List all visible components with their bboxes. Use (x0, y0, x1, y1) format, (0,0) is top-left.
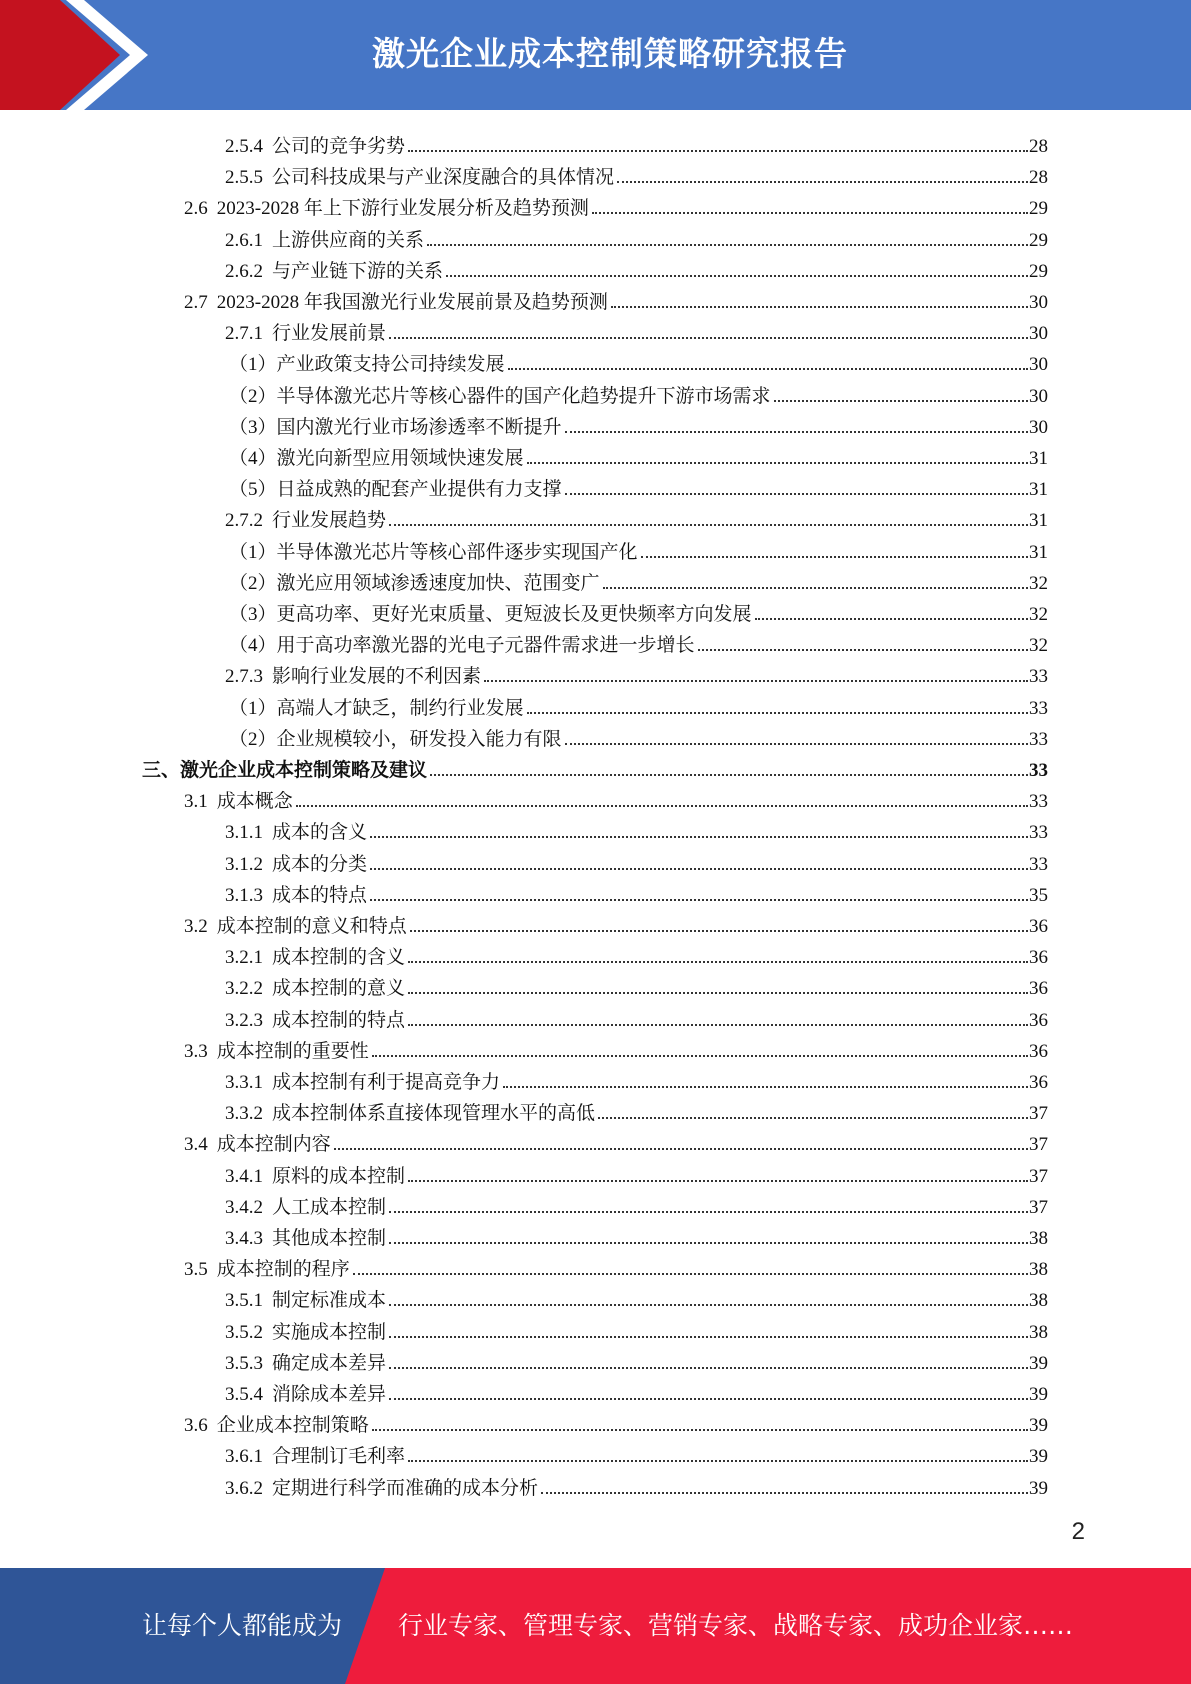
toc-entry[interactable] (225, 221, 1048, 252)
toc-entry-title: 企业成本控制策略 (216, 1415, 369, 1437)
toc-dot-leader (592, 212, 1028, 214)
toc-dot-leader (527, 712, 1028, 714)
toc-entry-number: 3.4.2 (225, 1196, 263, 1218)
toc-entry-label (225, 1067, 502, 1094)
toc-entry-title: 人工成本控制 (272, 1196, 387, 1218)
page-number: 2 (1071, 1518, 1085, 1545)
toc-dot-leader (617, 181, 1028, 183)
toc-entry[interactable] (229, 595, 1048, 626)
toc-entry[interactable] (225, 1188, 1048, 1219)
toc-entry[interactable] (225, 1219, 1048, 1250)
toc-entry[interactable] (184, 283, 1048, 314)
toc-entry-number: 3.6.2 (225, 1477, 263, 1499)
toc-entry-title: 成本控制的重要性 (216, 1040, 369, 1062)
toc-entry-number: （2） (229, 385, 277, 407)
toc-entry-page: 33 (1029, 760, 1048, 781)
toc-entry-label (225, 1379, 388, 1406)
toc-dot-leader (370, 899, 1028, 901)
toc-entry-title: 成本控制有利于提高竞争力 (272, 1072, 501, 1093)
toc-entry-number: 3.1.1 (225, 822, 263, 844)
toc-entry[interactable] (225, 1157, 1048, 1188)
toc-entry-page: 36 (1029, 978, 1048, 1000)
toc-entry-title: 成本控制的含义 (272, 947, 406, 969)
toc-dot-leader (372, 1429, 1028, 1431)
toc-entry-title: 成本控制的特点 (272, 1009, 406, 1031)
toc-entry-number: 3.5.1 (225, 1290, 263, 1312)
toc-entry-label (229, 568, 602, 595)
toc-entry[interactable] (225, 1469, 1048, 1500)
toc-entry-number: 3.4 (184, 1134, 208, 1156)
toc-entry-page: 36 (1029, 1040, 1048, 1062)
toc-entry[interactable] (184, 1406, 1048, 1437)
toc-entry[interactable] (229, 470, 1048, 501)
toc-entry-label (142, 755, 429, 782)
toc-entry-label (225, 1441, 407, 1468)
toc-entry-page: 35 (1029, 884, 1048, 906)
toc-dot-leader (774, 400, 1028, 402)
toc-entry-title: 成本控制的意义 (272, 978, 406, 1000)
toc-entry-number: 3.2.2 (225, 978, 263, 1000)
toc-entry-page: 29 (1029, 229, 1048, 251)
toc-entry-title: 激光应用领域渗透速度加快、范围变广 (276, 572, 600, 594)
toc-entry-number: 3.2 (184, 916, 208, 937)
toc-entry-page: 33 (1029, 697, 1048, 719)
toc-entry-label (229, 599, 754, 626)
toc-entry-page: 36 (1029, 916, 1048, 937)
toc-entry-number: 3.5.4 (225, 1384, 263, 1405)
toc-entry-number: 2.6.2 (225, 260, 263, 282)
toc-entry[interactable] (225, 1094, 1048, 1125)
toc-entry-title: 上游供应商的关系 (272, 229, 425, 251)
toc-dot-leader (389, 1336, 1028, 1338)
toc-entry[interactable] (225, 1281, 1048, 1312)
toc-entry-label (225, 505, 388, 532)
toc-dot-leader (389, 524, 1028, 526)
toc-entry-page: 36 (1029, 1009, 1048, 1031)
report-title: 激光企业成本控制策略研究报告 (372, 34, 848, 73)
toc-dot-leader (410, 930, 1028, 932)
toc-entry-label (225, 318, 388, 345)
toc-dot-leader (389, 1367, 1028, 1369)
toc-entry-label (225, 1348, 388, 1375)
toc-entry-page: 30 (1029, 354, 1048, 376)
toc-dot-leader (389, 1242, 1028, 1244)
toc-entry[interactable] (184, 1032, 1048, 1063)
toc-dot-leader (641, 556, 1028, 558)
toc-dot-leader (370, 836, 1028, 838)
toc-dot-leader (427, 244, 1028, 246)
toc-entry[interactable] (184, 189, 1048, 220)
toc-entry-page: 39 (1029, 1446, 1048, 1468)
footer-slogan-right: 行业专家、管理专家、营销专家、战略专家、成功企业家…… (398, 1611, 1074, 1640)
toc-entry-number: 3.5.3 (225, 1352, 263, 1374)
toc-dot-leader (389, 1304, 1028, 1306)
toc-entry-number: （2） (229, 572, 277, 594)
toc-entry-label (184, 1129, 333, 1156)
toc-entry-title: 公司科技成果与产业深度融合的具体情况 (272, 167, 615, 189)
toc-entry-label (229, 724, 564, 751)
toc-entry-title: 与产业链下游的关系 (272, 260, 444, 282)
toc-entry[interactable] (229, 345, 1048, 376)
toc-entry-label (225, 817, 369, 844)
toc-entry-number: 3.3 (184, 1040, 208, 1062)
toc-entry-title: 半导体激光芯片等核心部件逐步实现国产化 (276, 541, 638, 563)
toc-entry[interactable] (184, 782, 1048, 813)
toc-entry-label (184, 911, 409, 938)
toc-entry-number: 2.6.1 (225, 229, 263, 251)
toc-entry-label (229, 412, 564, 439)
toc-entry-title: 激光企业成本控制策略及建议 (180, 760, 428, 781)
toc-entry-title: 原料的成本控制 (272, 1165, 406, 1187)
toc-entry-number: 2.7 (184, 292, 208, 313)
toc-entry[interactable] (229, 439, 1048, 470)
toc-entry-number: （4） (229, 448, 277, 469)
toc-dot-leader (408, 1460, 1028, 1462)
toc-entry-page: 33 (1029, 728, 1048, 750)
toc-entry-label (225, 256, 445, 283)
toc-entry-title: 定期进行科学而准确的成本分析 (272, 1477, 539, 1499)
toc-entry-title: 企业规模较小，研发投入能力有限 (276, 728, 562, 750)
toc-entry-label (229, 349, 507, 376)
page-header (0, 0, 1191, 110)
toc-entry-page: 29 (1029, 198, 1048, 220)
toc-dot-leader (603, 587, 1028, 589)
toc-entry-number: 2.7.2 (225, 510, 263, 532)
toc-entry-page: 39 (1029, 1384, 1048, 1405)
toc-entry-label (225, 973, 407, 1000)
toc-entry-title: 激光向新型应用领域快速发展 (276, 448, 524, 469)
toc-entry-label (184, 1254, 352, 1281)
toc-dot-leader (408, 961, 1028, 963)
toc-entry-number: 3.6 (184, 1415, 208, 1437)
toc-entry-page: 33 (1029, 666, 1048, 688)
toc-dot-leader (503, 1086, 1028, 1088)
toc-entry-page: 30 (1029, 416, 1048, 438)
toc-entry-number: 3.1.3 (225, 884, 263, 906)
toc-entry-page: 39 (1029, 1477, 1048, 1499)
toc-entry-page: 36 (1029, 1072, 1048, 1093)
toc-entry[interactable] (229, 564, 1048, 595)
toc-dot-leader (611, 306, 1028, 308)
toc-entry-number: （1） (229, 354, 277, 376)
toc-dot-leader (389, 337, 1028, 339)
toc-dot-leader (527, 462, 1028, 464)
toc-dot-leader (389, 1211, 1028, 1213)
toc-entry-number: 3.1.2 (225, 853, 263, 875)
toc-entry-label (225, 1005, 407, 1032)
toc-entry-number: 3.4.3 (225, 1228, 263, 1249)
toc-entry[interactable] (229, 408, 1048, 439)
toc-entry-number: 3.2.1 (225, 947, 263, 969)
toc-entry-label (184, 1410, 371, 1437)
toc-entry[interactable] (225, 657, 1048, 688)
toc-entry-number: 三、 (142, 760, 181, 781)
toc-entry-title: 成本的含义 (272, 822, 368, 844)
toc-entry-number: 2.5.4 (225, 136, 263, 157)
toc-entry[interactable] (225, 1313, 1048, 1344)
toc-entry-number: 3.4.1 (225, 1165, 263, 1187)
toc-entry[interactable] (225, 127, 1048, 158)
toc-entry-number: 2.7.1 (225, 323, 263, 345)
toc-entry-page: 30 (1029, 385, 1048, 407)
toc-entry-page: 37 (1029, 1134, 1048, 1156)
toc-entry-title: 2023-2028 年上下游行业发展分析及趋势预测 (216, 198, 589, 220)
toc-entry-number: 3.3.2 (225, 1103, 263, 1125)
toc-entry-label (184, 193, 591, 220)
toc-entry-number: （3） (229, 416, 277, 438)
toc-entry-page: 30 (1029, 323, 1048, 345)
toc-entry-number: 2.5.5 (225, 167, 263, 189)
toc-entry[interactable] (225, 1344, 1048, 1375)
toc-entry[interactable] (225, 1437, 1048, 1468)
toc-dot-leader (370, 868, 1028, 870)
toc-entry-page: 39 (1029, 1352, 1048, 1374)
toc-entry-page: 33 (1029, 853, 1048, 875)
toc-entry-label (229, 693, 526, 720)
toc-entry-title: 公司的竞争劣势 (272, 136, 406, 157)
toc-entry-label (225, 131, 407, 158)
toc-entry[interactable] (225, 845, 1048, 876)
toc-entry-title: 合理制订毛利率 (272, 1446, 406, 1468)
toc-entry[interactable] (225, 813, 1048, 844)
toc-entry-title: 实施成本控制 (272, 1321, 387, 1343)
toc-entry-page: 29 (1029, 260, 1048, 282)
toc-entry-title: 成本控制的程序 (216, 1259, 350, 1281)
toc-entry[interactable] (229, 689, 1048, 720)
toc-entry[interactable] (184, 1125, 1048, 1156)
toc-entry-number: （4） (229, 635, 277, 657)
toc-entry-number: （3） (229, 604, 277, 625)
toc-entry-page: 38 (1029, 1290, 1048, 1312)
toc-entry-page: 31 (1029, 541, 1048, 563)
toc-entry[interactable] (225, 1063, 1048, 1094)
toc-dot-leader (446, 275, 1028, 277)
toc-entry-label (225, 1223, 388, 1250)
toc-entry-label (225, 1285, 388, 1312)
toc-entry-label (225, 661, 483, 688)
toc-entry-number: 2.7.3 (225, 666, 263, 688)
toc-dot-leader (389, 1398, 1028, 1400)
toc-dot-leader (408, 1024, 1028, 1026)
footer-slogan-left: 让每个人都能成为 (142, 1611, 343, 1640)
toc-entry[interactable] (225, 252, 1048, 283)
toc-dot-leader (598, 1117, 1028, 1119)
toc-dot-leader (565, 431, 1028, 433)
toc-entry-title: 制定标准成本 (272, 1290, 387, 1312)
toc-entry-number: （5） (229, 479, 277, 501)
toc-entry-page: 31 (1029, 448, 1048, 469)
toc-entry-page: 31 (1029, 510, 1048, 532)
toc-entry-title: 成本控制内容 (216, 1134, 331, 1156)
toc-entry-label (225, 1473, 540, 1500)
toc-dot-leader (565, 743, 1028, 745)
toc-entry-number: 3.1 (184, 791, 208, 813)
toc-entry-number: （1） (229, 697, 277, 719)
toc-dot-leader (484, 680, 1028, 682)
page-footer (0, 1568, 1191, 1684)
toc-dot-leader (353, 1273, 1028, 1275)
toc-dot-leader (408, 150, 1028, 152)
toc-dot-leader (698, 649, 1028, 651)
toc-entry-title: 国内激光行业市场渗透率不断提升 (276, 416, 562, 438)
toc-entry-number: （2） (229, 728, 277, 750)
toc-entry-title: 消除成本差异 (272, 1384, 387, 1405)
toc-entry-page: 38 (1029, 1228, 1048, 1249)
toc-entry-label (184, 786, 295, 813)
toc-entry-title: 产业政策支持公司持续发展 (276, 354, 505, 376)
toc-entry-number: 2.6 (184, 198, 208, 220)
toc-dot-leader (430, 774, 1028, 776)
toc-entry[interactable] (225, 501, 1048, 532)
toc-entry-title: 确定成本差异 (272, 1352, 387, 1374)
toc-entry-page: 39 (1029, 1415, 1048, 1437)
toc-entry[interactable] (225, 1001, 1048, 1032)
toc-entry-page: 30 (1029, 292, 1048, 313)
toc-entry-title: 成本控制的意义和特点 (216, 916, 407, 937)
toc-entry-page: 28 (1029, 167, 1048, 189)
toc-entry-label (225, 162, 616, 189)
toc-entry-page: 37 (1029, 1196, 1048, 1218)
toc-dot-leader (408, 992, 1028, 994)
toc-entry-page: 37 (1029, 1165, 1048, 1187)
toc-entry-title: 行业发展前景 (272, 323, 387, 345)
toc-entry-title: 日益成熟的配套产业提供有力支撑 (276, 479, 562, 501)
toc-entry[interactable] (184, 1250, 1048, 1281)
toc-dot-leader (372, 1055, 1028, 1057)
toc-entry[interactable] (142, 751, 1048, 782)
toc-entry-title: 更高功率、更好光束质量、更短波长及更快频率方向发展 (276, 604, 752, 625)
toc-entry-label (184, 287, 610, 314)
toc-entry-page: 32 (1029, 604, 1048, 625)
toc-dot-leader (565, 493, 1028, 495)
toc-entry-title: 影响行业发展的不利因素 (272, 666, 482, 688)
toc-entry-page: 33 (1029, 791, 1048, 813)
toc-entry[interactable] (225, 314, 1048, 345)
toc-entry-label (229, 630, 697, 657)
toc-entry-number: 3.5 (184, 1259, 208, 1281)
toc-entry[interactable] (229, 720, 1048, 751)
toc-entry[interactable] (229, 377, 1048, 408)
toc-dot-leader (408, 1180, 1028, 1182)
toc-entry-title: 成本控制体系直接体现管理水平的高低 (272, 1103, 596, 1125)
toc-entry-label (225, 1098, 597, 1125)
toc-entry-number: 3.5.2 (225, 1321, 263, 1343)
toc-entry[interactable] (225, 1375, 1048, 1406)
toc-entry-label (225, 1161, 407, 1188)
toc-entry-page: 28 (1029, 136, 1048, 157)
toc-entry-title: 成本的分类 (272, 853, 368, 875)
toc-entry-label (225, 1192, 388, 1219)
toc-entry-page: 37 (1029, 1103, 1048, 1125)
toc-entry-title: 其他成本控制 (272, 1228, 387, 1249)
toc-dot-leader (334, 1148, 1028, 1150)
toc-entry-label (225, 225, 426, 252)
toc-entry-number: （1） (229, 541, 277, 563)
toc-entry[interactable] (229, 626, 1048, 657)
toc-entry[interactable] (229, 533, 1048, 564)
toc-dot-leader (541, 1492, 1028, 1494)
toc-entry-label (184, 1036, 371, 1063)
toc-entry[interactable] (225, 969, 1048, 1000)
toc-dot-leader (296, 805, 1028, 807)
toc-entry-label (225, 1317, 388, 1344)
toc-entry-title: 2023-2028 年我国激光行业发展前景及趋势预测 (216, 292, 608, 313)
toc-entry-title: 成本概念 (216, 791, 293, 813)
toc-entry-label (225, 880, 369, 907)
toc-entry-label (225, 942, 407, 969)
toc-entry-label (229, 443, 526, 470)
toc-entry[interactable] (225, 158, 1048, 189)
toc-entry-label (229, 537, 640, 564)
toc-entry-title: 用于高功率激光器的光电子元器件需求进一步增长 (276, 635, 695, 657)
toc-entry-page: 33 (1029, 822, 1048, 844)
toc-entry-label (225, 849, 369, 876)
toc-entry-page: 31 (1029, 479, 1048, 501)
toc-entry-number: 3.6.1 (225, 1446, 263, 1468)
toc-dot-leader (755, 618, 1028, 620)
toc-entry-page: 38 (1029, 1259, 1048, 1281)
toc-entry-page: 32 (1029, 635, 1048, 657)
toc-entry-title: 高端人才缺乏，制约行业发展 (276, 697, 524, 719)
toc-entry-page: 36 (1029, 947, 1048, 969)
toc-entry[interactable] (184, 907, 1048, 938)
toc-entry-title: 成本的特点 (272, 884, 368, 906)
toc-entry-title: 半导体激光芯片等核心器件的国产化趋势提升下游市场需求 (276, 385, 771, 407)
toc-dot-leader (508, 368, 1028, 370)
toc-entry-page: 38 (1029, 1321, 1048, 1343)
toc-entry-number: 3.2.3 (225, 1009, 263, 1031)
toc-entry-title: 行业发展趋势 (272, 510, 387, 532)
toc-entry-number: 3.3.1 (225, 1072, 263, 1093)
toc-entry-page: 32 (1029, 572, 1048, 594)
toc-entry-label (229, 474, 564, 501)
toc-entry[interactable] (225, 938, 1048, 969)
toc-entry-label (229, 381, 773, 408)
toc-entry[interactable] (225, 876, 1048, 907)
